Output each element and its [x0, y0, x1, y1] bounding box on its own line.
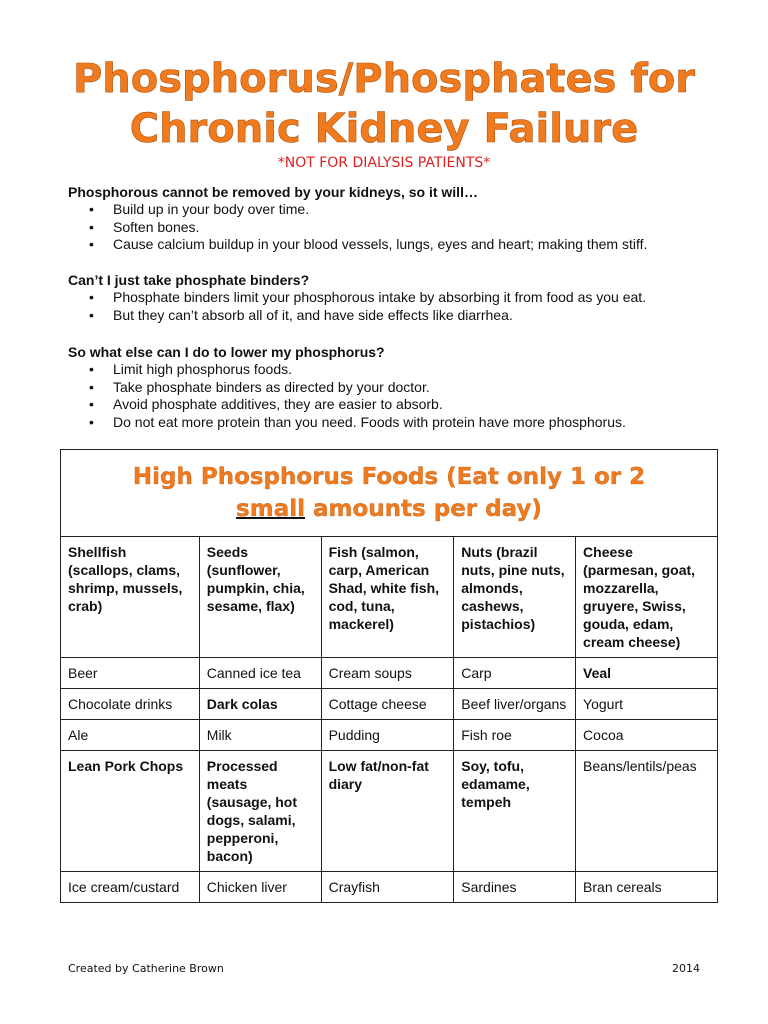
- table-title-line-1: High Phosphorus Foods (Eat only 1 or 2: [132, 464, 646, 490]
- table-cell: Beer: [61, 658, 200, 689]
- high-phosphorus-foods-table: [60, 449, 718, 903]
- table-cell: Lean Pork Chops: [61, 751, 200, 872]
- page-title-line-2: Chronic Kidney Failure: [129, 106, 639, 152]
- table-cell: Nuts (brazil nuts, pine nuts, almonds, cashews, pistachios): [454, 537, 576, 658]
- table-row: [61, 751, 718, 872]
- list-item: • Do not eat more protein than you need. Foods with protein have more phosphorus.: [113, 414, 728, 432]
- table-cell: Cocoa: [576, 720, 718, 751]
- table-cell: Carp: [454, 658, 576, 689]
- table-title-underlined: small: [236, 496, 305, 522]
- table-cell: Chocolate drinks: [61, 689, 200, 720]
- table-cell: Fish roe: [454, 720, 576, 751]
- section-kidneys: [68, 183, 728, 254]
- list-item: • Soften bones.: [113, 219, 728, 237]
- table-cell: Cream soups: [321, 658, 454, 689]
- list-item: • Avoid phosphate additives, they are easier to absorb.: [113, 396, 728, 414]
- table-cell: Crayfish: [321, 872, 454, 903]
- bullet-list: [68, 361, 728, 431]
- table-row: [61, 537, 718, 658]
- table-cell: Dark colas: [199, 689, 321, 720]
- list-item: • Phosphate binders limit your phosphorous intake by absorbing it from food as you eat.: [113, 289, 728, 307]
- table-cell: Pudding: [321, 720, 454, 751]
- table-row: [61, 720, 718, 751]
- table-cell: Cottage cheese: [321, 689, 454, 720]
- table-cell: Low fat/non-fat diary: [321, 751, 454, 872]
- table-cell: Cheese (parmesan, goat, mozzarella, gruyere, Swiss, gouda, edam, cream cheese): [576, 537, 718, 658]
- list-item: • Build up in your body over time.: [113, 201, 728, 219]
- table-cell: Veal: [576, 658, 718, 689]
- list-item: • Limit high phosphorus foods.: [113, 361, 728, 379]
- section-binders: [68, 271, 728, 324]
- table-cell: Canned ice tea: [199, 658, 321, 689]
- table-row: [61, 658, 718, 689]
- table-cell: Shellfish (scallops, clams, shrimp, mussels, crab): [61, 537, 200, 658]
- bullet-list: [68, 289, 728, 324]
- table-header-row: [61, 450, 718, 537]
- table-title-cell: [61, 450, 718, 537]
- section-heading: So what else can I do to lower my phosphorus?: [68, 344, 385, 360]
- section-heading: Phosphorous cannot be removed by your kidneys, so it will…: [68, 184, 478, 200]
- table-cell: Milk: [199, 720, 321, 751]
- table-cell: Beans/lentils/peas: [576, 751, 718, 872]
- table-row: [61, 872, 718, 903]
- table-cell: Soy, tofu, edamame, tempeh: [454, 751, 576, 872]
- table-cell: Processed meats (sausage, hot dogs, salami, pepperoni, bacon): [199, 751, 321, 872]
- table-cell: Chicken liver: [199, 872, 321, 903]
- table-cell: Yogurt: [576, 689, 718, 720]
- section-what-else: [68, 343, 728, 431]
- table-row: [61, 689, 718, 720]
- page-title-line-1: Phosphorus/Phosphates for: [72, 56, 696, 102]
- table-cell: Ale: [61, 720, 200, 751]
- section-heading: Can’t I just take phosphate binders?: [68, 272, 310, 288]
- list-item: • Cause calcium buildup in your blood vessels, lungs, eyes and heart; making them stiff.: [113, 236, 728, 254]
- table-title-line-2: [61, 493, 717, 525]
- table-cell: Ice cream/custard: [61, 872, 200, 903]
- table-cell: Seeds (sunflower, pumpkin, chia, sesame, flax): [199, 537, 321, 658]
- table-cell: Beef liver/organs: [454, 689, 576, 720]
- footer-year: 2014: [672, 962, 700, 975]
- table-cell: Fish (salmon, carp, American Shad, white fish, cod, tuna, mackerel): [321, 537, 454, 658]
- footer-author: Created by Catherine Brown: [68, 962, 224, 975]
- table-title-rest: amounts per day): [305, 496, 542, 522]
- list-item: • Take phosphate binders as directed by your doctor.: [113, 379, 728, 397]
- list-item: • But they can’t absorb all of it, and have side effects like diarrhea.: [113, 307, 728, 325]
- table-cell: Sardines: [454, 872, 576, 903]
- page-subtitle: *NOT FOR DIALYSIS PATIENTS*: [277, 155, 491, 171]
- table-cell: Bran cereals: [576, 872, 718, 903]
- bullet-list: [68, 201, 728, 254]
